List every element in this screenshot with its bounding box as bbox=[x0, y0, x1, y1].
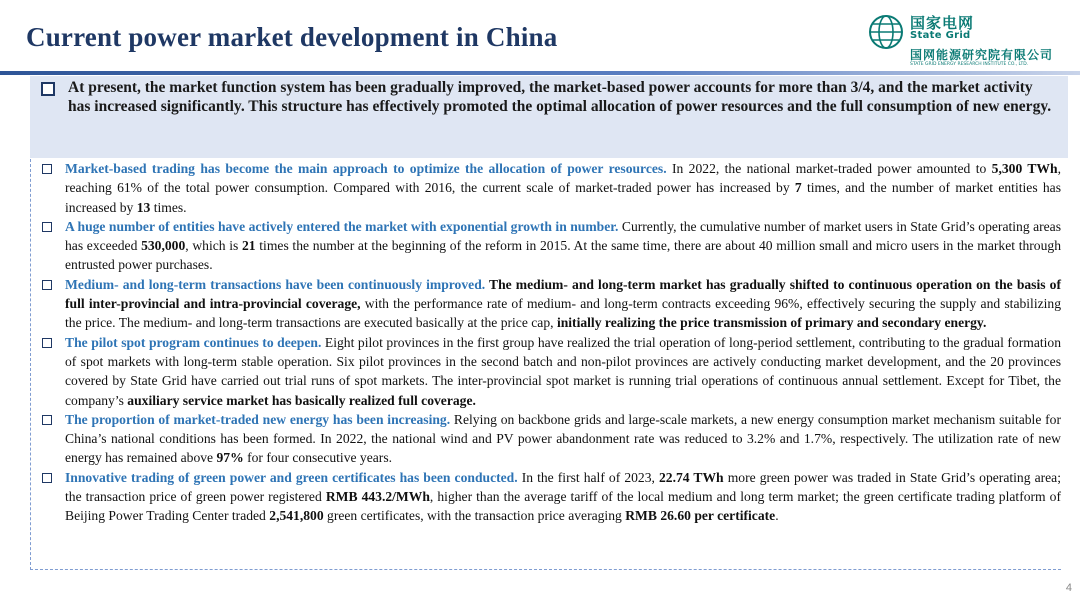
header-divider bbox=[0, 71, 1080, 75]
item-text-run: , higher than the average tariff of the local medium and long term market; the green certificate trading platform of Beijing Power Trading Center traded bbox=[65, 489, 1061, 524]
item-text bbox=[65, 159, 1061, 217]
item-text-run: Eight pilot provinces in the first group have realized the trial operation of long-period settlement, contributing to the gradual formation of spot markets with long-term stable operation. Six pilot provinces in the second batch and non-pilot provinces are actively conducting market development, and the 20 provinces covered by State Grid have carried out trial runs of spot markets. The inter-provincial spot market is running trial operations of continuous annual settlement. Except for Tibet, the company’s bbox=[65, 334, 1062, 408]
list-item bbox=[31, 333, 1061, 410]
item-text-run: times, and the number of market entities has increased by bbox=[65, 180, 1062, 215]
item-text-run: In the first half of 2023, bbox=[517, 469, 659, 485]
checkbox-bullet-icon bbox=[41, 82, 55, 96]
item-text-run: Currently, the cumulative number of market users in State Grid’s operating areas has exceeded bbox=[65, 218, 1062, 254]
state-grid-globe-icon bbox=[868, 14, 904, 50]
logo-institute-en: STATE GRID ENERGY RESEARCH INSTITUTE CO., LTD. bbox=[910, 62, 1029, 67]
item-text-run: Relying on backbone grids and large-scale markets, a new energy consumption market mechanism suitable for China’s national conditions has been formed. In 2022, the national wind and PV power abandonment rate was reduced to 3.2% and 1.7%, respectively. The utilization rate of new energy has remained above bbox=[65, 411, 1061, 466]
list-item bbox=[31, 410, 1061, 468]
item-heading: A huge number of entities have actively entered the market with exponential growth in number. bbox=[65, 218, 619, 234]
item-heading: Medium- and long-term transactions have been continuously improved. bbox=[65, 276, 486, 292]
item-bold-run: 97% bbox=[216, 450, 244, 466]
item-bold-run: RMB 443.2/MWh bbox=[325, 489, 430, 505]
checkbox-bullet-icon bbox=[42, 338, 52, 348]
item-bold-run: 13 bbox=[136, 199, 151, 215]
item-bold-run: 21 bbox=[242, 238, 256, 254]
item-bold-run: initially realizing the price transmission of primary and secondary energy. bbox=[556, 315, 987, 331]
item-text-run: , which is bbox=[185, 238, 242, 254]
checkbox-bullet-icon bbox=[42, 164, 52, 174]
item-text bbox=[65, 468, 1061, 526]
item-heading: The pilot spot program continues to deepen. bbox=[65, 334, 322, 350]
summary-text: At present, the market function system has been gradually improved, the market-based power accounts for more than 3/4, and the market activity has increased significantly. This structure has effectively promoted the optimal allocation of power resources and the full consumption of new energy. bbox=[68, 79, 1052, 115]
item-bold-run: 7 bbox=[794, 180, 802, 196]
item-text-run: more green power was traded in State Grid’s operating area; the transaction price of green power registered bbox=[65, 469, 1061, 505]
item-text bbox=[65, 333, 1061, 410]
list-item bbox=[31, 275, 1061, 333]
summary-box bbox=[30, 76, 1068, 158]
logo-name-cn: 国家电网 bbox=[910, 14, 975, 32]
item-heading: Innovative trading of green power and green certificates has been conducted. bbox=[65, 469, 518, 485]
checkbox-bullet-icon bbox=[42, 280, 52, 290]
list-item bbox=[31, 468, 1061, 526]
item-bold-run: 530,000 bbox=[141, 238, 186, 254]
content-panel bbox=[30, 159, 1061, 570]
item-text bbox=[65, 217, 1061, 275]
item-text-run: green certificates, with the transaction price averaging bbox=[323, 508, 626, 524]
item-bold-run: The medium- and long-term market has gradually shifted to continuous operation on the basis of full inter-provincial and intra-provincial coverage, bbox=[65, 276, 1061, 312]
item-text-run: for four consecutive years. bbox=[243, 450, 393, 466]
list-item bbox=[31, 159, 1061, 217]
page-number: 4 bbox=[1065, 582, 1072, 594]
item-bold-run: 22.74 TWh bbox=[658, 469, 724, 485]
item-heading: The proportion of market-traded new energy has been increasing. bbox=[65, 411, 451, 427]
item-bold-run: auxiliary service market has basically realized full coverage. bbox=[127, 392, 476, 408]
logo-institute-cn: 国网能源研究院有限公司 bbox=[910, 48, 1054, 62]
item-bold-run: RMB 26.60 per certificate bbox=[625, 508, 776, 524]
item-text-run: times. bbox=[150, 199, 187, 215]
item-bold-run: 5,300 TWh bbox=[991, 161, 1058, 176]
state-grid-logo bbox=[868, 10, 1058, 70]
item-heading: Market-based trading has become the main approach to optimize the allocation of power resources. bbox=[65, 161, 667, 176]
checkbox-bullet-icon bbox=[42, 415, 52, 425]
item-text-run: , reaching 61% of the total power consumption. Compared with 2016, the current scale of market-traded power has increased by bbox=[65, 161, 1061, 196]
page-title: Current power market development in China bbox=[26, 22, 558, 52]
checkbox-bullet-icon bbox=[42, 222, 52, 232]
item-bold-run: 2,541,800 bbox=[269, 508, 324, 524]
item-text-run: In 2022, the national market-traded power amounted to bbox=[666, 161, 992, 176]
item-text-run: with the performance rate of medium- and long-term contracts exceeding 96%, effectively securing the supply and stabilizing the price. The medium- and long-term transactions are executed basically at the price cap, bbox=[65, 296, 1062, 331]
item-text bbox=[65, 410, 1061, 468]
checkbox-bullet-icon bbox=[42, 473, 52, 483]
item-text-run: times the number at the beginning of the reform in 2015. At the same time, there are about 40 million small and micro users in the market through entrusted power purchases. bbox=[65, 238, 1061, 273]
item-text bbox=[65, 275, 1061, 333]
list-item bbox=[31, 217, 1061, 275]
item-text-run: . bbox=[775, 508, 779, 524]
logo-name-en: State Grid bbox=[910, 30, 971, 41]
